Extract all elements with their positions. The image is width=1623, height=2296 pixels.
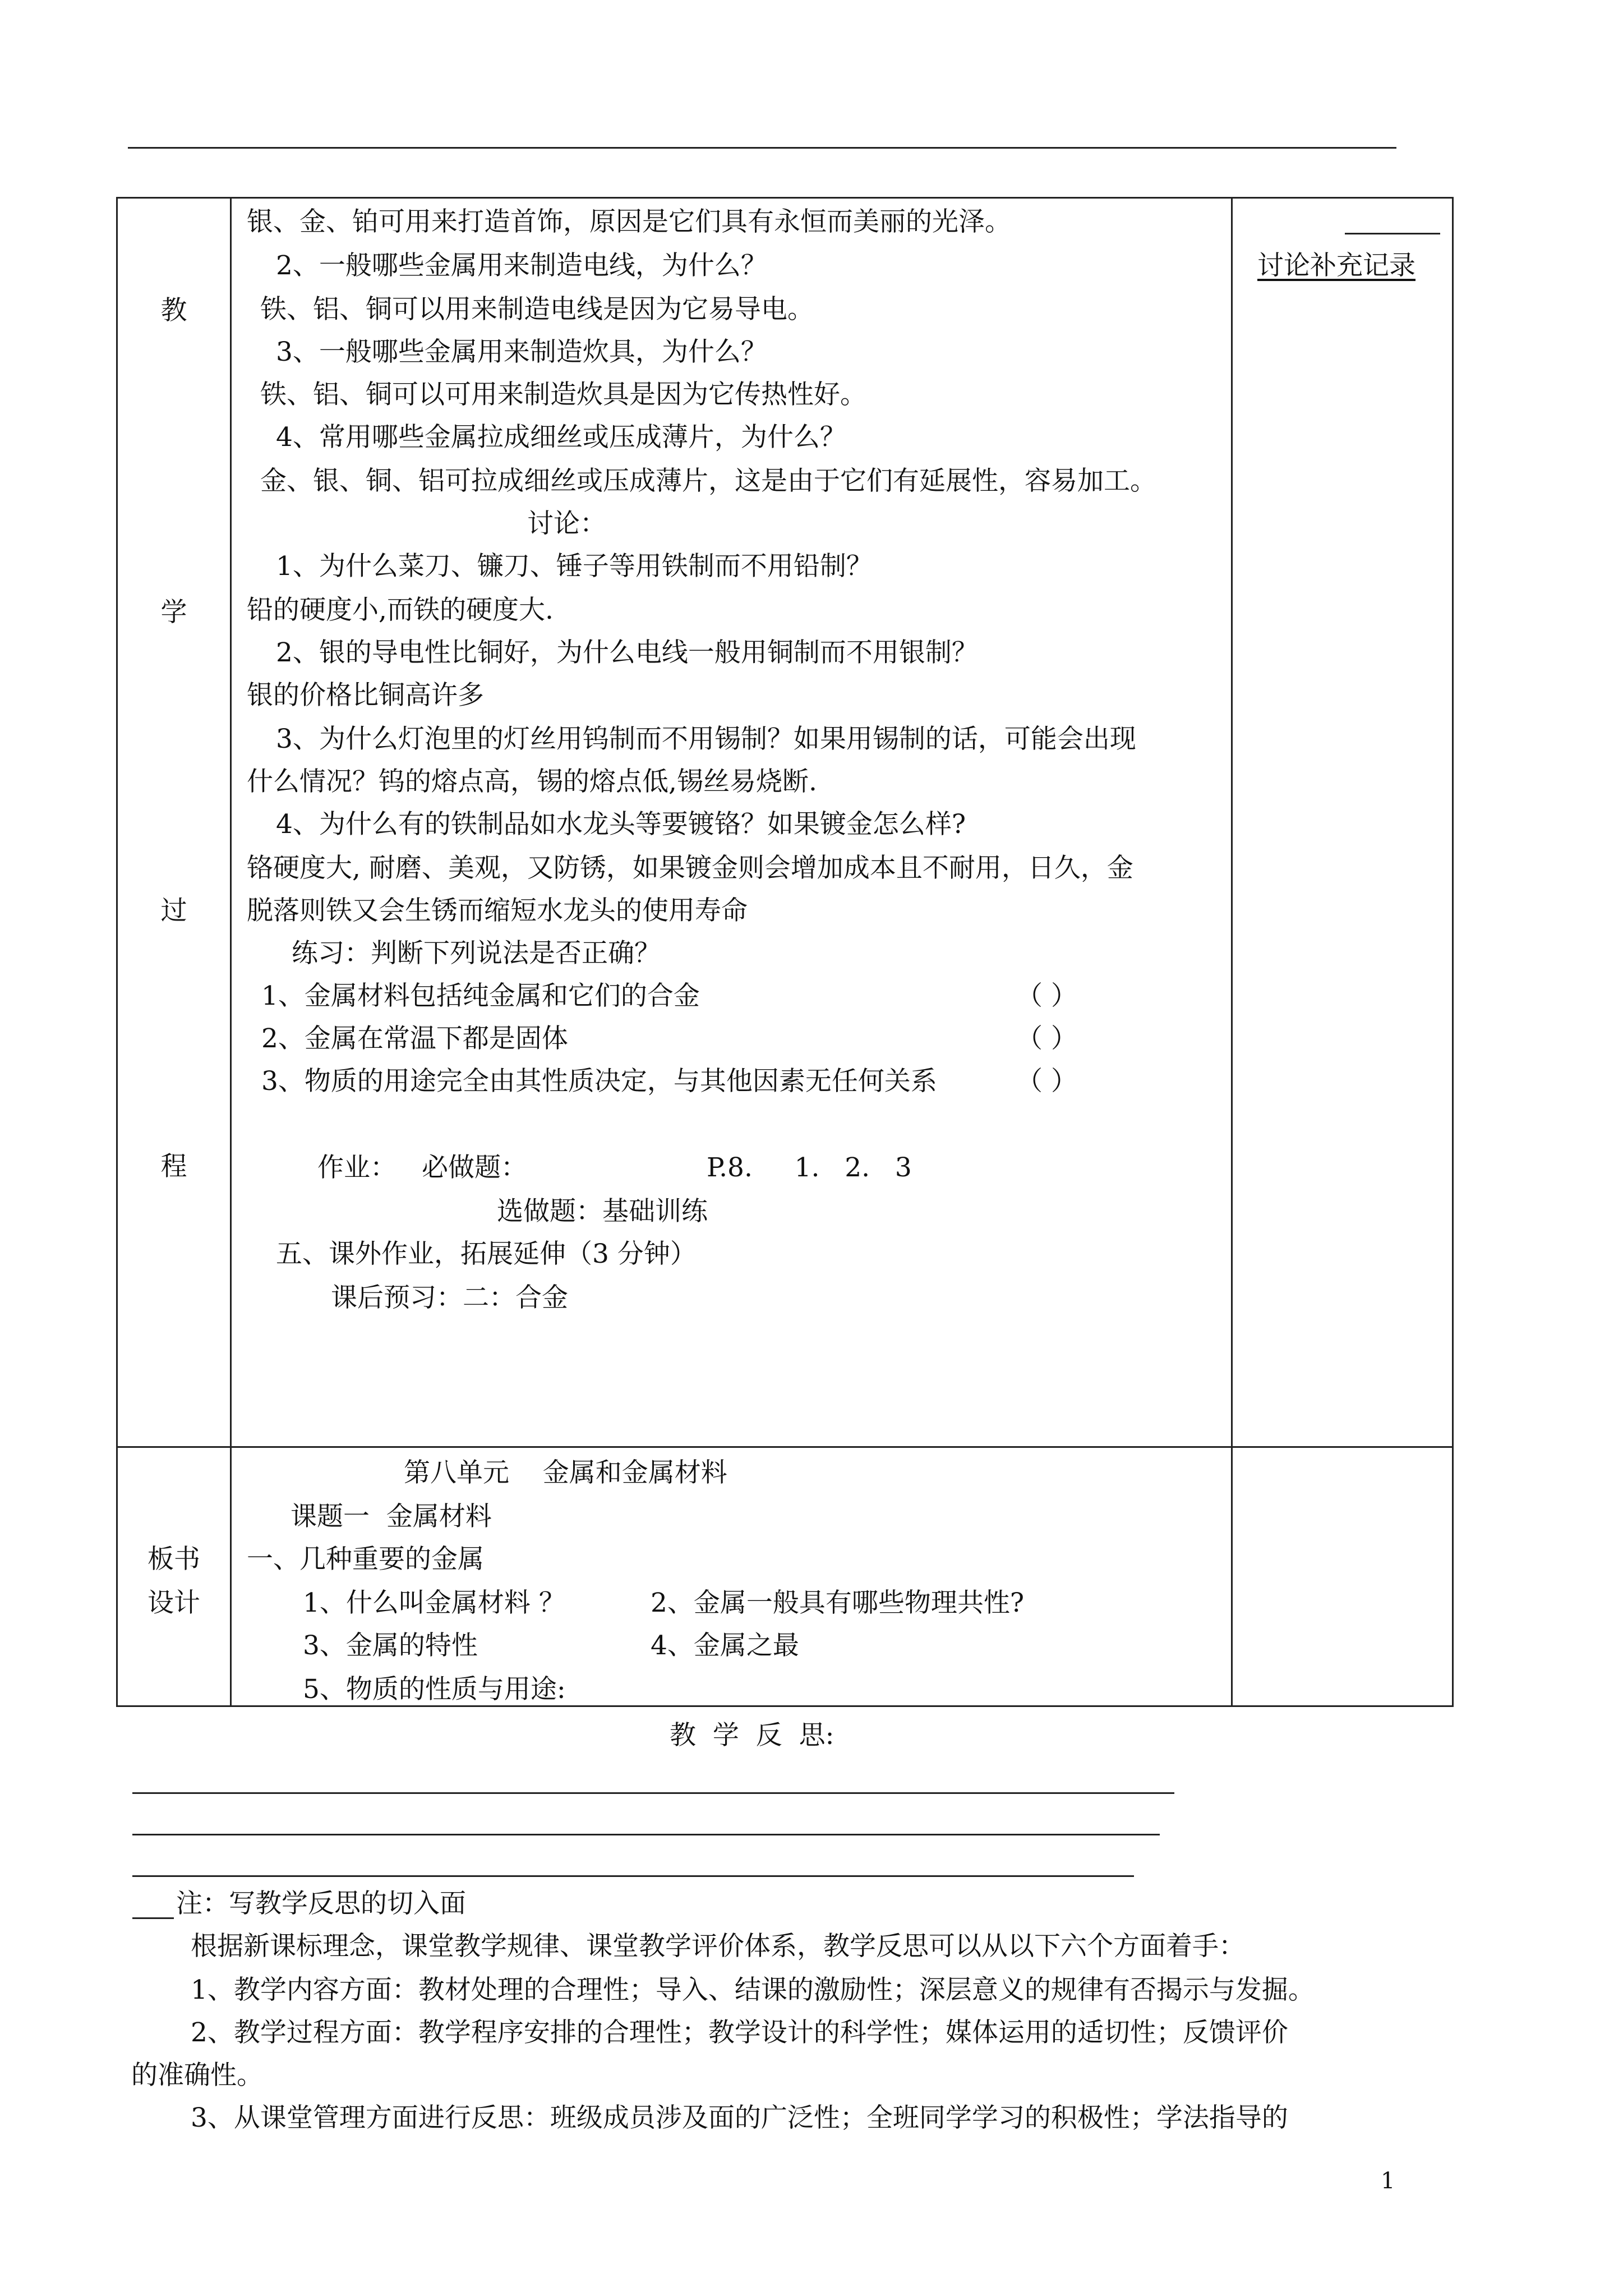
page-number: 1 <box>1381 2168 1395 2194</box>
exercise-2-answer-paren: （ ） <box>1016 1023 1077 1054</box>
table-bottom-border <box>116 1705 1454 1707</box>
process-line-16: 铬硬度大, 耐磨、美观，又防锈，如果镀金则会增加成本且不耐用，日久，金 <box>247 853 1133 884</box>
table-left-border <box>116 197 118 1707</box>
process-line-17: 脱落则铁又会生锈而缩短水龙头的使用寿命 <box>247 895 748 926</box>
reflection-paragraph-4: 3、从课堂管理方面进行反思：班级成员涉及面的广泛性；全班同学学习的积极性；学法指导的 <box>191 2102 1288 2133</box>
exercise-1-text: 1、金属材料包括纯金属和它们的合金 <box>261 981 700 1011</box>
process-line-12: 银的价格比铜高许多 <box>247 680 484 711</box>
table-row-divider <box>116 1446 1454 1448</box>
note-blank-underline <box>132 1917 174 1919</box>
reflection-note-title: 注：写教学反思的切入面 <box>176 1888 466 1919</box>
process-line-15: 4、为什么有的铁制品如水龙头等要镀铬？如果镀金怎么样? <box>276 809 966 840</box>
reflection-paragraph-3-cont: 的准确性。 <box>131 2060 263 2091</box>
process-line-6: 4、常用哪些金属拉成细丝或压成薄片，为什么？ <box>276 422 846 453</box>
board-section: 一、几种重要的金属 <box>247 1544 484 1575</box>
homework-optional: 选做题：基础训练 <box>497 1196 708 1227</box>
exercise-heading: 练习：判断下列说法是否正确？ <box>292 938 661 969</box>
process-line-14: 什么情况？钨的熔点高，锡的熔点低,锡丝易烧断. <box>247 766 817 797</box>
reflection-blank-line-3 <box>132 1875 1134 1877</box>
process-line-2: 2、一般哪些金属用来制造电线，为什么？ <box>276 250 767 281</box>
preview-assignment: 课后预习：二：合金 <box>331 1282 568 1313</box>
homework-label: 作业： <box>317 1152 396 1183</box>
exercise-1-answer-paren: （ ） <box>1016 981 1077 1011</box>
teaching-process-label-2: 学 <box>160 597 187 628</box>
homework-pages: P.8. 1. 2. 3 <box>707 1152 912 1183</box>
reflection-paragraph-2: 1、教学内容方面：教材处理的合理性；导入、结课的激励性；深层意义的规律有否揭示与发掘。 <box>191 1975 1315 2005</box>
board-design-label-1: 板书 <box>147 1544 200 1575</box>
exercise-3-text: 3、物质的用途完全由其性质决定，与其他因素无任何关系 <box>261 1066 937 1097</box>
reflection-blank-line-1 <box>132 1792 1174 1794</box>
board-item-4: 4、金属之最 <box>651 1630 799 1661</box>
board-item-2: 2、金属一般具有哪些物理共性? <box>651 1588 1025 1618</box>
process-line-3: 铁、铝、铜可以用来制造电线是因为它易导电。 <box>260 294 814 325</box>
after-class-work: 五、课外作业，拓展延伸（3 分钟） <box>276 1239 697 1269</box>
table-col-divider-1 <box>230 197 232 1707</box>
board-item-1: 1、什么叫金属材料 ？ <box>303 1588 565 1618</box>
exercise-3-answer-paren: （ ） <box>1016 1066 1077 1097</box>
process-line-4: 3、一般哪些金属用来制造炊具，为什么？ <box>276 337 767 367</box>
process-line-5: 铁、铝、铜可以可用来制造炊具是因为它传热性好。 <box>260 379 866 410</box>
table-right-border <box>1452 197 1454 1707</box>
exercise-2-text: 2、金属在常温下都是固体 <box>261 1023 568 1054</box>
teaching-process-label-3: 过 <box>160 895 187 926</box>
board-item-3: 3、金属的特性 <box>303 1630 478 1661</box>
board-unit-title: 第八单元 金属和金属材料 <box>404 1457 727 1488</box>
process-line-7: 金、银、铜、铝可拉成细丝或压成薄片，这是由于它们有延展性，容易加工。 <box>260 466 1156 496</box>
reflection-paragraph-1: 根据新课标理念，课堂教学规律、课堂教学评价体系，教学反思可以从以下六个方面着手： <box>191 1931 1245 1962</box>
board-design-label-2: 设计 <box>147 1588 200 1618</box>
reflection-heading: 教 学 反 思: <box>670 1720 834 1751</box>
board-topic: 课题一 金属材料 <box>291 1501 492 1532</box>
teaching-process-label-1: 教 <box>160 295 187 326</box>
table-col-divider-2 <box>1231 197 1233 1707</box>
table-top-border <box>116 197 1454 199</box>
notes-column-title: 讨论补充记录 <box>1257 250 1415 281</box>
process-line-13: 3、为什么灯泡里的灯丝用钨制而不用锡制？如果用锡制的话，可能会出现 <box>276 724 1136 754</box>
process-line-11: 2、银的导电性比铜好，为什么电线一般用铜制而不用银制？ <box>276 637 978 668</box>
process-line-9: 1、为什么菜刀、镰刀、锤子等用铁制而不用铅制？ <box>276 551 873 582</box>
process-line-1: 银、金、铂可用来打造首饰，原因是它们具有永恒而美丽的光泽。 <box>247 206 1011 237</box>
process-line-10: 铅的硬度小,而铁的硬度大. <box>247 595 554 625</box>
homework-required: 必做题： <box>422 1152 527 1183</box>
board-item-5: 5、物质的性质与用途: <box>303 1674 566 1705</box>
teaching-process-label-4: 程 <box>160 1151 187 1182</box>
reflection-blank-line-2 <box>132 1834 1160 1835</box>
notes-blank-line <box>1345 233 1440 234</box>
discussion-heading: 讨论： <box>527 508 606 539</box>
header-rule <box>128 147 1396 149</box>
reflection-paragraph-3: 2、教学过程方面：教学程序安排的合理性；教学设计的科学性；媒体运用的适切性；反馈评价 <box>191 2017 1288 2048</box>
